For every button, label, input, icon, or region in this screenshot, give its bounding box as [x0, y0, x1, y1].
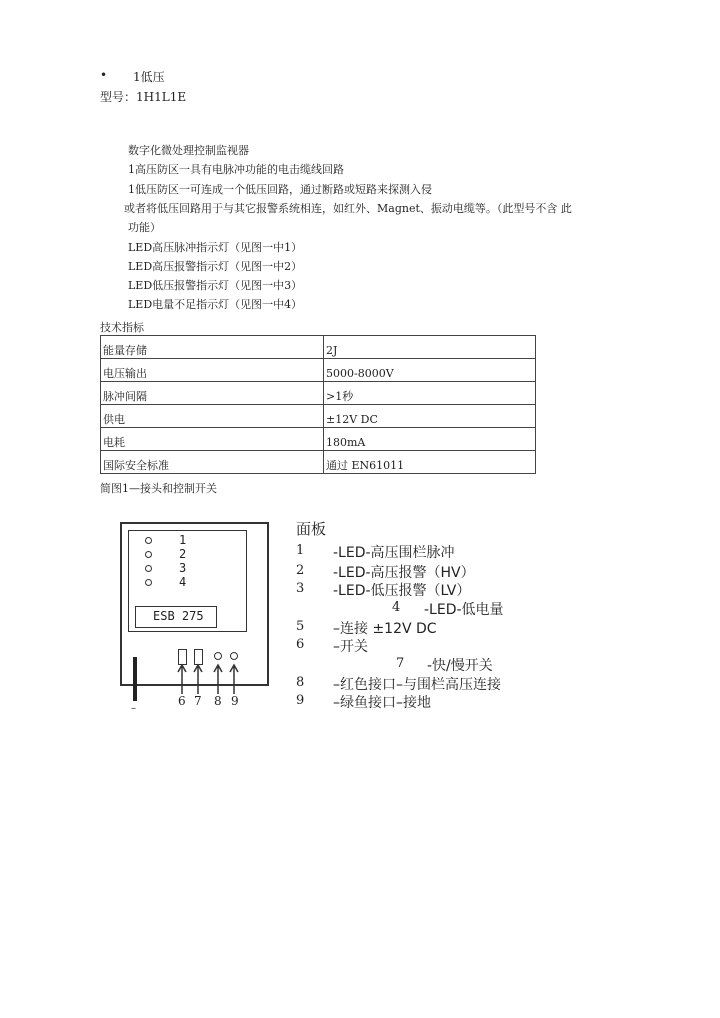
bottom-number: 8 — [214, 694, 222, 708]
table-row — [101, 428, 536, 451]
legend-number: 2 — [296, 563, 305, 578]
legend-text: –开关 — [333, 639, 368, 655]
bottom-number: 9 — [231, 694, 239, 708]
spec-label: 能量存储 — [101, 336, 324, 359]
spec-value: ±12V DC — [324, 405, 536, 428]
led-indicator — [145, 537, 152, 544]
legend-number: 7 — [396, 656, 405, 671]
bottom-number: 6 — [178, 694, 186, 708]
feature-line: 1高压防区一具有电脉冲功能的电击缆线回路 — [128, 163, 344, 176]
spec-value: 180mA — [324, 428, 536, 451]
feature-line: LED电量不足指示灯（见图一中4） — [128, 298, 303, 311]
spec-label: 电耗 — [101, 428, 324, 451]
bottom-number: 7 — [194, 694, 202, 708]
legend-text: -LED-高压报警（HV） — [333, 565, 475, 581]
bullet-label: 1低压 — [133, 70, 165, 84]
legend-number: 5 — [296, 619, 305, 634]
legend-text: -快/慢开关 — [427, 658, 493, 674]
feature-line: LED低压报警指示灯（见图一中3） — [128, 279, 303, 292]
spec-value: 通过 EN61011 — [324, 451, 536, 474]
pointer-arrows — [170, 660, 250, 696]
legend-number: 3 — [296, 581, 305, 596]
bullet-marker: • — [100, 68, 108, 82]
led-number: 2 — [179, 547, 187, 561]
feature-line: LED高压脉冲指示灯（见图一中1） — [128, 241, 303, 254]
table-row — [101, 405, 536, 428]
spec-label: 国际安全标准 — [101, 451, 324, 474]
spec-table — [100, 335, 536, 474]
power-connector — [133, 657, 137, 701]
spec-label: 电压输出 — [101, 359, 324, 382]
legend-number: 1 — [296, 543, 305, 558]
legend-text: –绿鱼接口–接地 — [333, 695, 431, 711]
minus-label: – — [131, 703, 136, 714]
legend-text: -LED-低压报警（LV） — [333, 583, 471, 599]
feature-line: 功能） — [128, 221, 161, 234]
legend-text: –红色接口–与围栏高压连接 — [333, 677, 501, 693]
feature-line: 1低压防区一可连成一个低压回路，通过断路或短路来探测入侵 — [128, 183, 432, 196]
table-row — [101, 359, 536, 382]
display-text: ESB 275 — [153, 609, 204, 623]
figure-caption: 简图1—接头和控制开关 — [100, 482, 217, 495]
legend-number: 9 — [296, 693, 305, 708]
feature-line: LED高压报警指示灯（见图一中2） — [128, 260, 303, 273]
legend-number: 8 — [296, 675, 305, 690]
led-indicator — [145, 579, 152, 586]
legend-title: 面板 — [296, 520, 327, 538]
connector-9 — [230, 652, 238, 660]
spec-title: 技术指标 — [100, 321, 144, 334]
table-row — [101, 451, 536, 474]
led-number: 1 — [179, 533, 187, 547]
connector-8 — [214, 652, 222, 660]
legend-text: -LED-高压围栏脉冲 — [333, 545, 455, 561]
led-indicator — [145, 551, 152, 558]
led-indicator — [145, 565, 152, 572]
legend-text: -LED-低电量 — [424, 602, 504, 618]
led-number: 3 — [179, 561, 187, 575]
table-row — [101, 336, 536, 359]
legend-number: 6 — [296, 637, 305, 652]
model-number: 型号：1H1L1E — [100, 90, 187, 104]
legend-number: 4 — [392, 600, 401, 615]
spec-value: 2J — [324, 336, 536, 359]
led-number: 4 — [179, 575, 187, 589]
table-row — [101, 382, 536, 405]
spec-label: 供电 — [101, 405, 324, 428]
legend-text: –连接 ±12V DC — [333, 621, 437, 637]
feature-line: 数字化微处理控制监视器 — [128, 144, 249, 157]
spec-value: 5000-8000V — [324, 359, 536, 382]
spec-value: >1秒 — [324, 382, 536, 405]
spec-label: 脉冲间隔 — [101, 382, 324, 405]
feature-line: 或者将低压回路用于与其它报警系统相连，如红外、Magnet、振动电缆等。（此型号不含 此 — [124, 202, 572, 215]
